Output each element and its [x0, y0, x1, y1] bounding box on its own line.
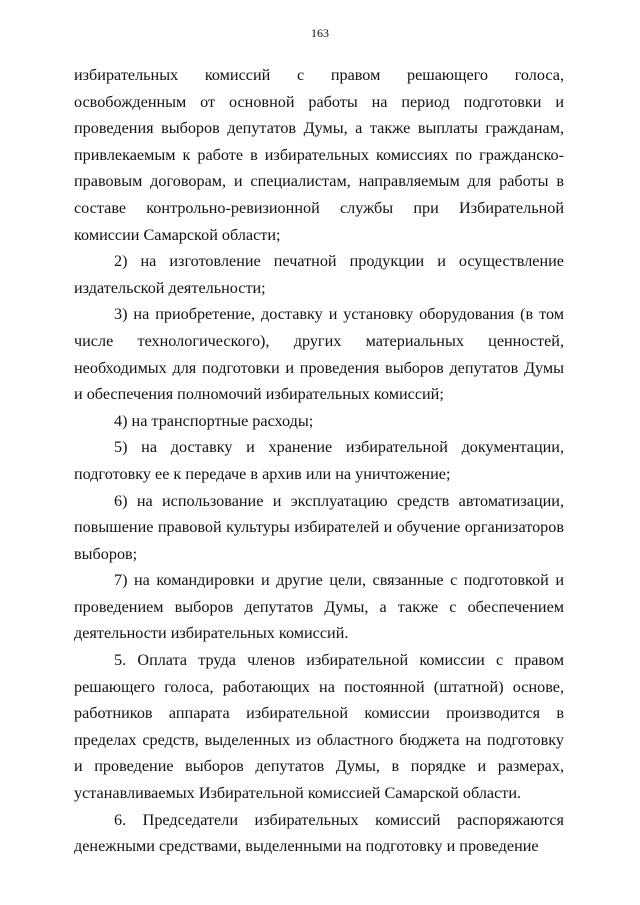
paragraph-continuation: избирательных комиссий с правом решающего голоса, освобожденным от основной работы на период подготовки и проведения выборов депутатов Думы, а также выплаты гражданам, привлекаемым к работе в избирательных комиссиях по гражданско-правовым договорам, и специалистам, направляемым для работы в составе контрольно-ревизионной службы при Избирательной комиссии Самарской области; [74, 66, 564, 244]
paragraph-item-2: 2) на изготовление печатной продукции и осуществление издательской деятельности; [74, 252, 564, 297]
paragraph-item-3: 3) на приобретение, доставку и установку оборудования (в том числе технологического), других материальных ценностей, необходимых для подготовки и проведения выборов депутатов Думы и обеспечения полномочий избирательных комиссий; [74, 305, 564, 404]
paragraph-item-7: 7) на командировки и другие цели, связанные с подготовкой и проведением выборов депутатов Думы, а также с обеспечением деятельности избирательных комиссий. [74, 571, 564, 643]
paragraph-item-5: 5) на доставку и хранение избирательной документации, подготовку ее к передаче в архив или на уничтожение; [74, 438, 564, 483]
page-number: 163 [311, 26, 329, 40]
paragraph-section-5: 5. Оплата труда членов избирательной комиссии с правом решающего голоса, работающих на постоянной (штатной) основе, работников аппарата избирательной комиссии производится в пределах средств, выделенных из областного бюджета на подготовку и проведение выборов депутатов Думы, в порядке и размерах, устанавливаемых Избирательной комиссией Самарской области. [74, 651, 564, 803]
document-body [74, 62, 564, 860]
paragraph-section-6: 6. Председатели избирательных комиссий распоряжаются денежными средствами, выделенными на подготовку и проведение [74, 810, 564, 856]
paragraph-item-6: 6) на использование и эксплуатацию средств автоматизации, повышение правовой культуры избирателей и обучение организаторов выборов; [74, 491, 564, 563]
paragraph-item-4: 4) на транспортные расходы; [114, 411, 314, 430]
